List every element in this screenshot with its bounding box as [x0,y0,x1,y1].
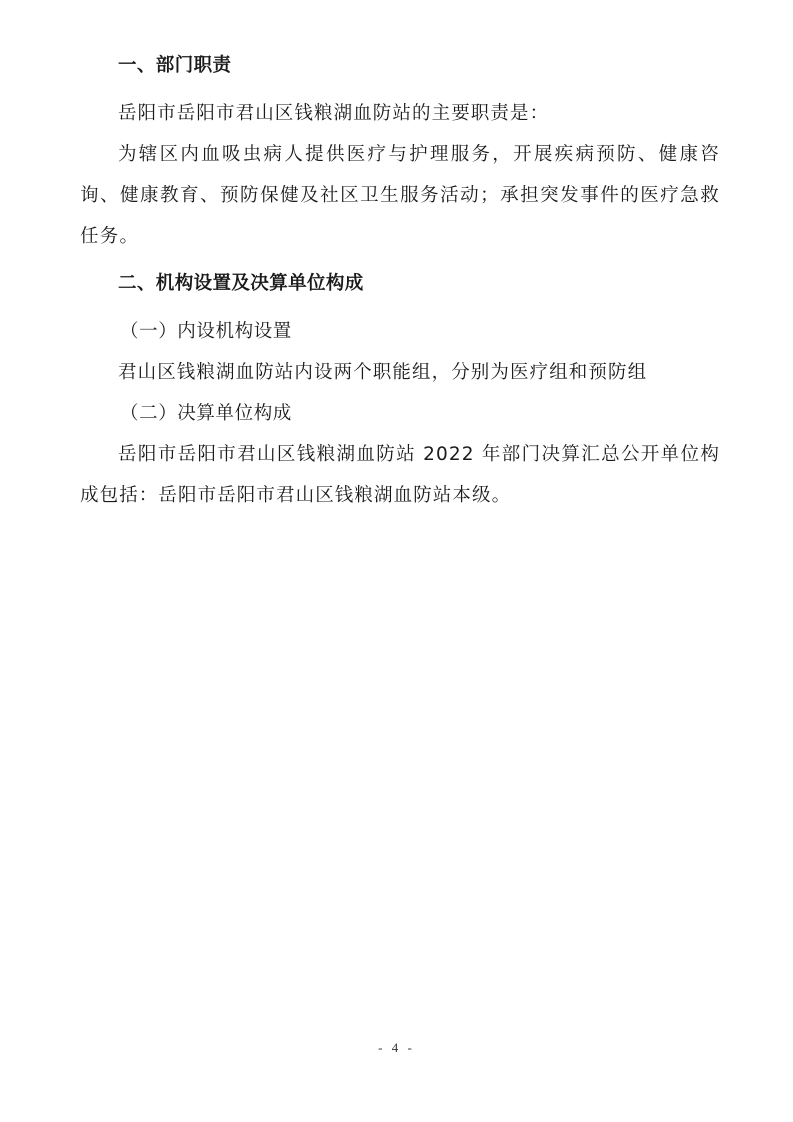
duties-intro-paragraph: 岳阳市岳阳市君山区钱粮湖血防站的主要职责是： [118,103,550,124]
subsection-heading-internal-structure: （一）内设机构设置 [120,321,292,342]
accounting-units-paragraph: 岳阳市岳阳市君山区钱粮湖血防站 2022 年部门决算汇总公开单位构成包括：岳阳市岳阳市君山区钱粮湖血防站本级。 [80,444,720,506]
duties-detail-paragraph: 为辖区内血吸虫病人提供医疗与护理服务，开展疾病预防、健康咨询、健康教育、预防保健及社区卫生服务活动；承担突发事件的医疗急救任务。 [80,144,720,247]
section-heading-department-duties: 一、部门职责 [118,55,232,76]
page-content [80,51,720,516]
subsection-heading-accounting-units: （二）决算单位构成 [120,403,292,424]
section-heading-organization: 二、机构设置及决算单位构成 [118,273,364,294]
page-number: - 4 - [378,1040,415,1055]
internal-structure-paragraph: 君山区钱粮湖血防站内设两个职能组，分别为医疗组和预防组 [118,362,648,383]
